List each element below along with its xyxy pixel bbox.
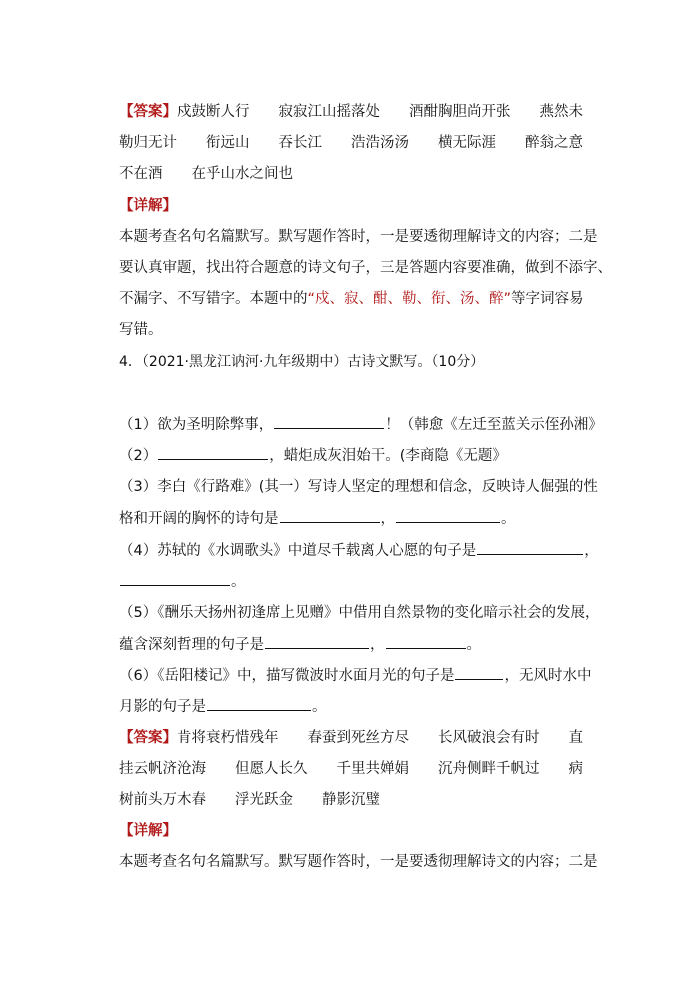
detail-1-line-4: 写错。 — [119, 322, 163, 338]
answer-1-line-1 — [119, 102, 583, 122]
question-text: （4）苏轼的《水调歌头》中道尽千载离人心愿的句子是 — [119, 543, 477, 559]
answer-blank[interactable] — [274, 414, 384, 429]
question-text: 格和开阔的胸怀的诗句是 — [119, 511, 279, 527]
answer-2-line-3: 树前头万木春 浮光跃金 静影沉璧 — [119, 792, 380, 808]
answer-2-line-2: 挂云帆济沧海 但愿人长久 千里共婵娟 沉舟侧畔千帆过 病 — [119, 761, 583, 777]
question-4-heading: 4．（2021·黑龙江讷河·九年级期中）古诗文默写。（10分） — [119, 354, 485, 370]
detail-1-line-2: 要认真审题，找出符合题意的诗文句子，三是答题内容要准确，做到不添字、 — [119, 260, 612, 276]
punctuation: 。 — [466, 637, 481, 653]
answer-2-line-1 — [119, 728, 583, 748]
answer-blank[interactable] — [280, 508, 380, 523]
answer-blank[interactable] — [158, 445, 268, 460]
answer-blank[interactable] — [207, 696, 311, 711]
detail-2-line-1: 本题考查名句名篇默写。默写题作答时，一是要透彻理解诗文的内容；二是 — [119, 854, 598, 870]
question-4-5-line-1: （5）《酬乐天扬州初逢席上见赠》中借用自然景物的变化暗示社会的发展， — [119, 605, 600, 621]
detail-text: 不漏字、不写错字。本题中的 — [119, 291, 308, 307]
question-text: （2） — [119, 448, 158, 464]
question-4-6-line-2 — [119, 696, 327, 717]
highlighted-characters: “戍、寂、酣、勒、衔、汤、醉” — [307, 291, 512, 307]
answer-1-line-3: 不在酒 在乎山水之间也 — [119, 166, 293, 182]
punctuation: 。 — [312, 699, 327, 715]
detail-1-line-1: 本题考查名句名篇默写。默写题作答时，一是要透彻理解诗文的内容；二是 — [119, 229, 598, 245]
answer-blank[interactable] — [455, 665, 503, 680]
question-4-3-line-1: （3）李白《行路难》(其一）写诗人坚定的理想和信念，反映诗人倔强的性 — [119, 479, 598, 495]
answer-tag: 【答案】 — [119, 730, 177, 746]
question-4-5-line-2 — [119, 634, 481, 655]
punctuation: ， — [380, 511, 395, 527]
question-text: ，无风时水中 — [504, 668, 592, 684]
answer-text: 戍鼓断人行 寂寂江山摇落处 酒酣胸胆尚开张 燕然未 — [177, 104, 583, 120]
answer-1-line-2: 勒归无计 衔远山 吞长江 浩浩汤汤 横无际涯 醉翁之意 — [119, 135, 583, 151]
question-4-3-line-2 — [119, 508, 516, 529]
answer-text: 肯将衰朽惜残年 春蚕到死丝方尽 长风破浪会有时 直 — [177, 730, 583, 746]
question-4-4-line-1 — [119, 540, 599, 561]
question-4-6-line-1 — [119, 665, 591, 686]
punctuation: ， — [584, 543, 599, 559]
question-text: ！（韩愈《左迁至蓝关示侄孙湘》 — [385, 417, 603, 433]
punctuation: 。 — [501, 511, 516, 527]
answer-tag: 【答案】 — [119, 104, 177, 120]
question-text: ，蜡炬成灰泪始干。(李商隐《无题》 — [269, 448, 507, 464]
question-text: 蕴含深刻哲理的句子是 — [119, 637, 264, 653]
question-4-1 — [119, 414, 603, 435]
answer-blank[interactable] — [120, 571, 230, 586]
answer-blank[interactable] — [265, 634, 369, 649]
question-4-4-line-2 — [119, 571, 246, 592]
question-text: （6）《岳阳楼记》中，描写微波时水面月光的句子是 — [119, 668, 455, 684]
question-4-2 — [119, 445, 507, 466]
detail-tag: 【详解】 — [119, 823, 177, 839]
question-text: （1）欲为圣明除弊事， — [119, 417, 274, 433]
detail-1-line-3 — [119, 289, 584, 309]
question-text: 月影的句子是 — [119, 699, 206, 715]
detail-text: 等字词容易 — [511, 291, 584, 307]
answer-blank[interactable] — [396, 508, 500, 523]
answer-blank[interactable] — [386, 634, 466, 649]
answer-blank[interactable] — [477, 540, 583, 555]
detail-tag: 【详解】 — [119, 198, 177, 214]
punctuation: 。 — [231, 574, 246, 590]
punctuation: ， — [370, 637, 385, 653]
